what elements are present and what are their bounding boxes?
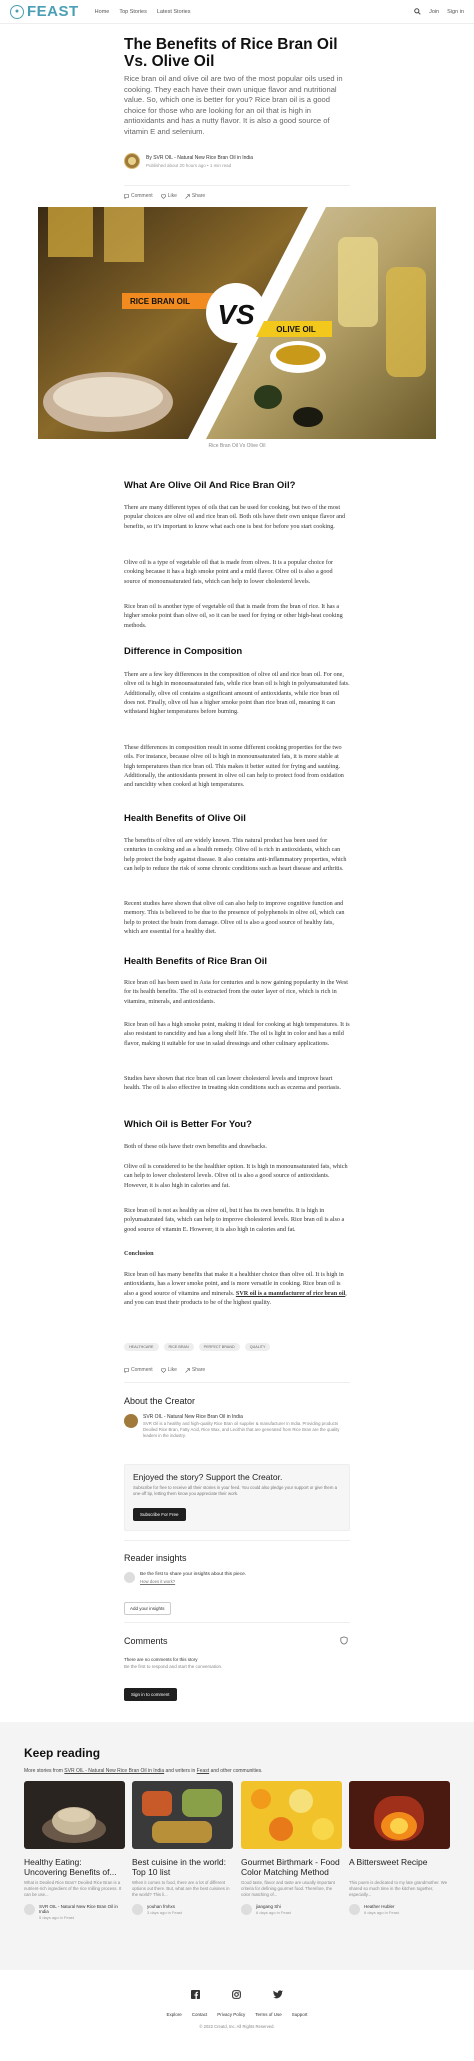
comments-heading: Comments (124, 1636, 168, 1646)
author-link[interactable]: SVR OIL - Natural New Rice Bran Oil in India (64, 1768, 165, 1774)
story-card[interactable] (349, 1781, 450, 1915)
story-excerpt: What is Deoiled Rice Bran? Deoiled Rice Bran is a nutrient-rich ingredient of the rice milling process. It can be use... (24, 1880, 122, 1897)
divider (124, 1622, 350, 1623)
paragraph: Olive oil is considered to be the healthier option. It is high in monounsaturated fats, which can help to lower cholesterol levels. Olive oil is also a good source of antioxidants. However, it is also high in calories and fat. (124, 1163, 348, 1189)
article-actions-bottom (124, 1367, 350, 1373)
insights-prompt-text: Be the first to share your insights about this piece. (140, 1572, 247, 1577)
conclusion-heading: Conclusion (124, 1250, 154, 1257)
story-title[interactable]: Healthy Eating: Uncovering Benefits of... (24, 1857, 117, 1877)
section-heading: Which Oil is Better For You? (124, 1119, 252, 1130)
paragraph: Both of these oils have their own benefits and drawbacks. (124, 1143, 267, 1150)
section-heading: Health Benefits of Olive Oil (124, 813, 246, 824)
footer-terms[interactable]: Terms of Use (255, 2012, 282, 2017)
article-actions-top (124, 193, 350, 199)
avatar (349, 1904, 360, 1915)
story-card[interactable] (132, 1781, 233, 1915)
logo-icon: ● (10, 5, 24, 19)
conclusion-paragraph: Rice bran oil has many benefits that make it a healthier choice than olive oil. It is high in antioxidants, has a lower smoke point, and is more versatile in cooking. Rice bran oil is also a good source of vitamins and minerals. SVR oil is a manufacturer of rice bran oil, and you can trust their products to be of the highest quality. (124, 1271, 347, 1306)
like-button[interactable]: Like (161, 193, 177, 199)
hero-vs: VS (217, 299, 255, 330)
tag[interactable]: HEALTHCARE (124, 1343, 159, 1351)
hero-image (38, 207, 436, 439)
signin-link[interactable]: Sign in (447, 8, 464, 15)
story-thumbnail (132, 1781, 233, 1849)
paragraph: Olive oil is a type of vegetable oil that is made from olives. It is a popular choice for cooking because it has a high smoke point and a mild flavor. Olive oil is also a good source of monounsaturated fats, which can help to lower cholesterol levels. (124, 559, 334, 585)
comments-sub-text: Be the first to respond and start the conversation. (124, 1664, 223, 1669)
no-comments-text: There are no comments for this story (124, 1657, 198, 1662)
comment-icon (124, 194, 129, 199)
avatar (24, 1904, 35, 1915)
footer-contact[interactable]: Contact (191, 2012, 208, 2017)
logo[interactable] (10, 3, 79, 20)
publish-meta: Published about 20 hours ago • 1 min read (146, 162, 232, 168)
story-thumbnail (241, 1781, 342, 1849)
avatar[interactable] (124, 1414, 138, 1428)
top-header (0, 0, 474, 24)
footer-privacy[interactable]: Privacy Policy (217, 2012, 246, 2017)
divider (124, 185, 350, 186)
hero-left-label: RICE BRAN OIL (130, 297, 190, 306)
author-block (124, 153, 253, 169)
article-subtitle: Rice bran oil and olive oil are two of the most popular oils used in cooking. They each have their own unique flavor and nutritional value. So, which one is better for you? Rice bran oil is a good choice for those who are looking for an oil that is high in antioxidants and has a nutty flavor. It is also a good source of vitamin E and selenium. (124, 74, 343, 136)
story-excerpt: Good taste, flavor and taste are usually important criteria for defining gourmet food. Therefore, the color matching of... (241, 1880, 335, 1897)
nav-top-stories[interactable]: Top Stories (119, 8, 147, 15)
story-author: youhan fmhxs 3 days ago in Feast (132, 1904, 233, 1915)
divider (124, 1382, 350, 1383)
share-icon (185, 194, 190, 199)
keep-reading-heading: Keep reading (24, 1746, 101, 1760)
how-it-works-link[interactable]: How does it work? (140, 1579, 176, 1584)
support-box (124, 1464, 350, 1531)
story-author: Heather Hubler 6 days ago in Feast (349, 1904, 450, 1915)
story-title[interactable]: Gourmet Birthmark - Food Color Matching Method (241, 1857, 340, 1877)
image-caption: Rice Bran Oil Vs Olive Oil (208, 443, 266, 449)
creator-name[interactable]: SVR OIL - Natural New Rice Bran Oil in India (143, 1414, 243, 1420)
tag[interactable]: PERFECT BRAND (199, 1343, 240, 1351)
footer-support[interactable]: Support (291, 2012, 308, 2017)
nav-home[interactable]: Home (94, 8, 110, 15)
footer-explore[interactable]: Explore (166, 2012, 182, 2017)
hero-right-label: OLIVE OIL (276, 325, 316, 334)
comment-button[interactable]: Comment (124, 193, 153, 199)
share-button[interactable]: Share (185, 193, 205, 199)
avatar (124, 1572, 135, 1583)
subscribe-button[interactable]: Subscribe For Free (133, 1508, 186, 1521)
story-author: jiangang Shi 6 days ago in Feast (241, 1904, 342, 1915)
tag[interactable]: QUALITY (245, 1343, 271, 1351)
paragraph: There are many different types of oils that can be used for cooking, but two of the most popular choices are olive oil and rice bran oil. Both oils have their own unique flavor and benefits, so it’s important to know what each one is best for before you start cooking. (124, 504, 346, 530)
share-button[interactable]: Share (185, 1367, 205, 1373)
paragraph: Rice bran oil is not as healthy as olive oil, but it has its own benefits. It is high in polyunsaturated fats, which can help to improve cholesterol levels. Rice bran oil is also a good source of vitamin E. However, it is also high in calories and fat. (124, 1207, 345, 1233)
paragraph: There are a few key differences in the composition of olive oil and rice bran oil. For one, olive oil is high in monounsaturated fats, while rice bran oil is high in polyunsaturated fats. Additionally, olive oil contains a significant amount of antioxidants, while rice bran oil does not. Finally, olive oil has a higher smoke point than rice bran oil, meaning it can withstand higher temperatures before burning. (124, 671, 350, 716)
twitter-icon[interactable] (273, 1990, 283, 1999)
nav-latest-stories[interactable]: Latest Stories (156, 8, 191, 15)
avatar (132, 1904, 143, 1915)
reader-insights-heading: Reader insights (124, 1553, 187, 1563)
creator-block (124, 1414, 343, 1439)
paragraph: Rice bran oil has been used in Asia for centuries and is now gaining popularity in the West for its health benefits. The oil is extracted from the outer layer of rice, which is rich in vitamins, minerals, and antioxidants. (124, 979, 348, 1005)
header-actions (414, 8, 464, 15)
author-name[interactable]: By SVR OIL - Natural New Rice Bran Oil in India (146, 154, 254, 161)
share-icon (185, 1368, 190, 1373)
support-title: Enjoyed the story? Support the Creator. (133, 1472, 283, 1482)
keep-reading-sub: More stories from SVR OIL - Natural New Rice Bran Oil in India and writers in Feast and other communities. (24, 1768, 263, 1774)
story-title[interactable]: Best cuisine in the world: Top 10 list (132, 1857, 227, 1877)
section-heading: What Are Olive Oil And Rice Bran Oil? (124, 480, 296, 491)
facebook-icon[interactable] (191, 1990, 200, 1999)
avatar[interactable] (124, 153, 140, 169)
story-card[interactable] (241, 1781, 342, 1915)
story-excerpt: This poem is dedicated to my late grandmother. We shared so much time in the kitchen together, especially... (349, 1880, 448, 1897)
story-thumbnail (24, 1781, 125, 1849)
paragraph: Rice bran oil is another type of vegetable oil that is made from the bran of rice. It has a higher smoke point than olive oil, so it can be used for frying or other high-heat cooking methods. (124, 603, 343, 629)
like-button[interactable]: Like (161, 1367, 177, 1373)
story-card[interactable] (24, 1781, 125, 1920)
paragraph: Recent studies have shown that olive oil can also help to improve cognitive function and memory. This is believed to be due to the presence of polyphenols in olive oil, which can help to protect the brain from damage. Olive oil is also a good source of healthy fats, which are essential for a healthy diet. (124, 900, 345, 935)
comment-icon (124, 1368, 129, 1373)
logo-text: FEAST (27, 3, 79, 20)
tag-list (124, 1343, 270, 1351)
paragraph: These differences in composition result in some different cooking properties for the two oils. For instance, because olive oil is high in monounsaturated fats, it is more stable at high temperatures than rice bran oil. This makes it better suited for frying and sautéing. Additionally, the antioxidants present in olive oil can help to protect food from oxidation and rancidity when cooked at high temperatures. (124, 744, 344, 789)
insights-prompt (124, 1572, 246, 1584)
article-title: The Benefits of Rice Bran Oil Vs. Olive Oil (124, 36, 338, 70)
avatar (241, 1904, 252, 1915)
creator-description: SVR Oil is a healthy and high-quality Rice Bran oil supplier & manufacturer in India. Providing products Deoiled Rice Bran, Fatty Acid, Rice Wax, and Lecithin that are generated from Rice Bran are the quality leaders in the industry. (143, 1421, 340, 1438)
main-nav (95, 9, 191, 15)
copyright: © 2022 Creatd, Inc. All Rights Reserved. (199, 2024, 275, 2029)
join-link[interactable]: Join (429, 8, 440, 15)
section-heading: Health Benefits of Rice Bran Oil (124, 956, 268, 967)
social-icons (0, 1990, 474, 1999)
story-title[interactable]: A Bittersweet Recipe (349, 1857, 428, 1867)
support-text: Subscribe for free to receive all their stories in your feed. You could also pledge your support or give them a one-off tip, letting them know you appreciate their work. (133, 1485, 337, 1496)
community-link[interactable]: Feast (196, 1768, 210, 1774)
story-author: SVR OIL - Natural New Rice Bran Oil in India 5 days ago in Feast (24, 1904, 125, 1920)
shield-icon[interactable] (340, 1636, 348, 1645)
instagram-icon[interactable] (232, 1990, 241, 1999)
conclusion-link[interactable]: SVR oil is a manufacturer of rice bran oil (235, 1289, 346, 1297)
story-thumbnail (349, 1781, 450, 1849)
comment-button[interactable]: Comment (124, 1367, 153, 1373)
paragraph: Rice bran oil has a high smoke point, making it ideal for cooking at high temperatures. It is also resistant to rancidity and has a long shelf life. The oil is light in color and has a mild flavor, making it suitable for use in salad dressings and other culinary applications. (124, 1021, 350, 1047)
sign-in-to-comment-button[interactable]: Sign in to comment (124, 1688, 177, 1701)
divider (124, 1540, 350, 1541)
footer-links (0, 2012, 474, 2017)
section-heading: Difference in Composition (124, 646, 243, 657)
heart-icon (161, 1368, 166, 1373)
add-insights-button[interactable]: Add your insights (124, 1602, 171, 1615)
story-excerpt: When it comes to food, there are a lot of different options out there. But, what are the best cuisines in the world? This li... (132, 1880, 230, 1897)
paragraph: Studies have shown that rice bran oil can lower cholesterol levels and improve heart health. The oil is also effective in treating skin conditions such as eczema and psoriasis. (124, 1075, 341, 1092)
paragraph: The benefits of olive oil are widely known. This natural product has been used for centuries in cooking and as a health remedy. Olive oil is rich in antioxidants, which can help protect the body against disease. It also contains anti-inflammatory properties, which can help to reduce the risk of some chronic conditions such as heart disease and arthritis. (124, 837, 347, 872)
search-icon[interactable] (414, 8, 421, 15)
tag[interactable]: RICE BRAN (164, 1343, 194, 1351)
about-creator-heading: About the Creator (124, 1396, 196, 1406)
heart-icon (161, 194, 166, 199)
